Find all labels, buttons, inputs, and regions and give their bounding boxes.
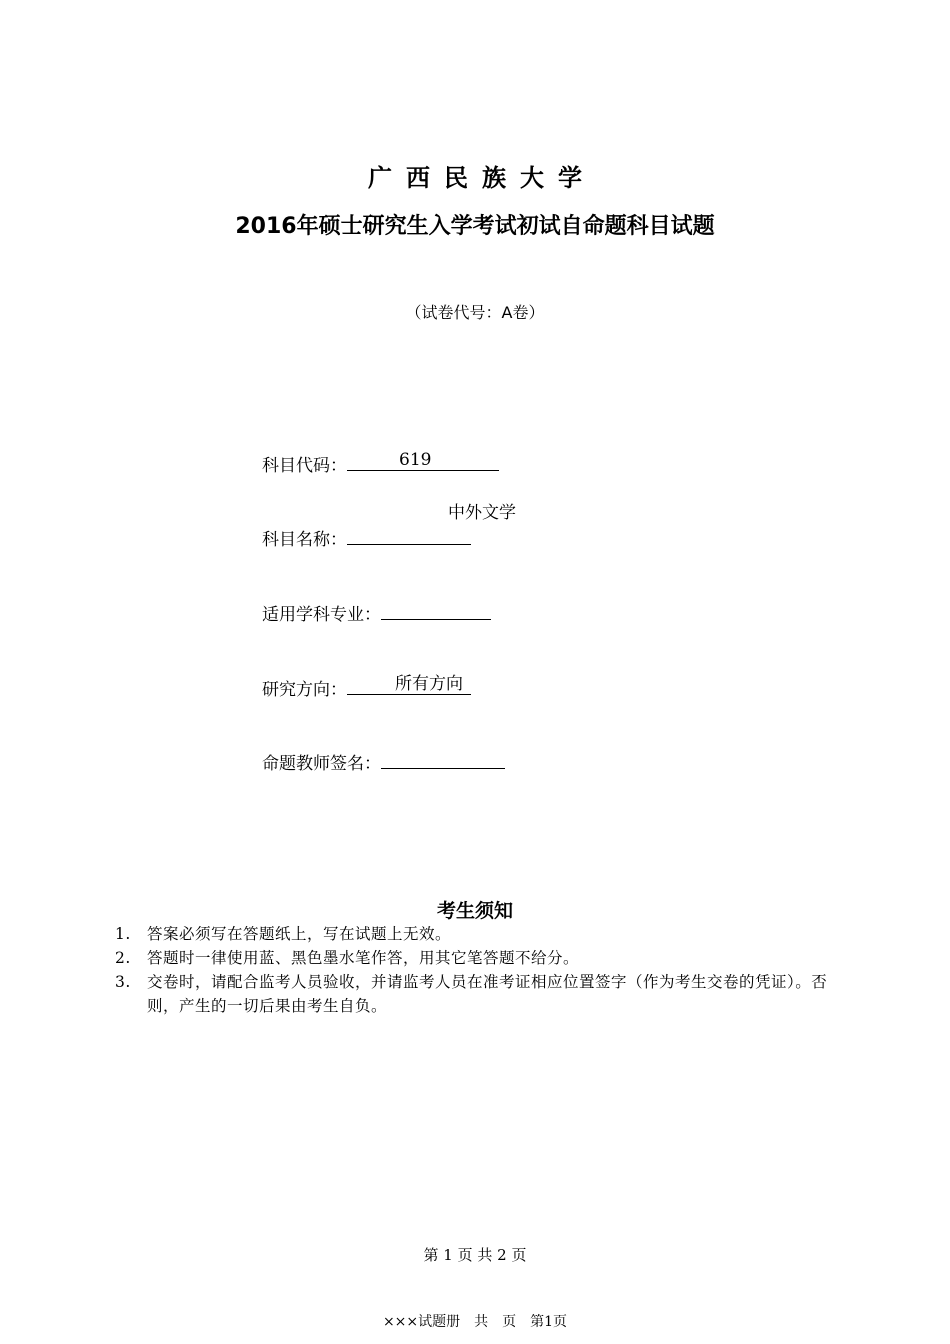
notice-item-number: 1. <box>115 925 131 943</box>
major-field <box>262 599 491 625</box>
subject-code-value: 619 <box>399 450 432 470</box>
subject-name-value: 中外文学 <box>448 503 516 523</box>
research-direction-field <box>262 674 471 700</box>
page-number: 第 1 页 共 2 页 <box>423 1246 527 1264</box>
subject-name-field <box>262 524 471 550</box>
notice-item-text: 答题时一律使用蓝、黑色墨水笔作答，用其它笔答题不给分。 <box>147 949 580 967</box>
teacher-signature-line <box>381 748 505 769</box>
research-direction-value: 所有方向 <box>395 674 463 694</box>
page-footer: ×××试题册 共 页 第1页 <box>382 1314 568 1330</box>
notice-item-number: 2. <box>115 949 131 967</box>
university-title: 广西民族大学 <box>368 164 596 192</box>
research-direction-label: 研究方向： <box>262 680 347 700</box>
notice-item <box>115 922 845 946</box>
notice-item-text: 交卷时，请配合监考人员验收，并请监考人员在准考证相应位置签字（作为考生交卷的凭证）。否则，产生的一切后果由考生自负。 <box>147 973 828 1015</box>
teacher-signature-field <box>262 748 505 774</box>
notice-item-number: 3. <box>115 973 131 991</box>
subject-code-label: 科目代码： <box>262 456 347 476</box>
major-label: 适用学科专业： <box>262 605 381 625</box>
major-line <box>381 599 491 620</box>
notice-title: 考生须知 <box>436 900 513 922</box>
teacher-signature-label: 命题教师签名： <box>262 754 381 774</box>
notice-item <box>115 946 845 970</box>
research-direction-line <box>347 674 471 695</box>
subject-code-line <box>347 450 499 471</box>
notice-item <box>115 970 845 1018</box>
notice-item-text: 答案必须写在答题纸上，写在试题上无效。 <box>147 925 452 943</box>
subject-name-line <box>347 524 471 545</box>
subject-code-field <box>262 450 499 476</box>
exam-title: 2016年硕士研究生入学考试初试自命题科目试题 <box>235 214 715 239</box>
subject-name-label: 科目名称： <box>262 530 347 550</box>
paper-code: （试卷代号：A卷） <box>405 303 545 322</box>
